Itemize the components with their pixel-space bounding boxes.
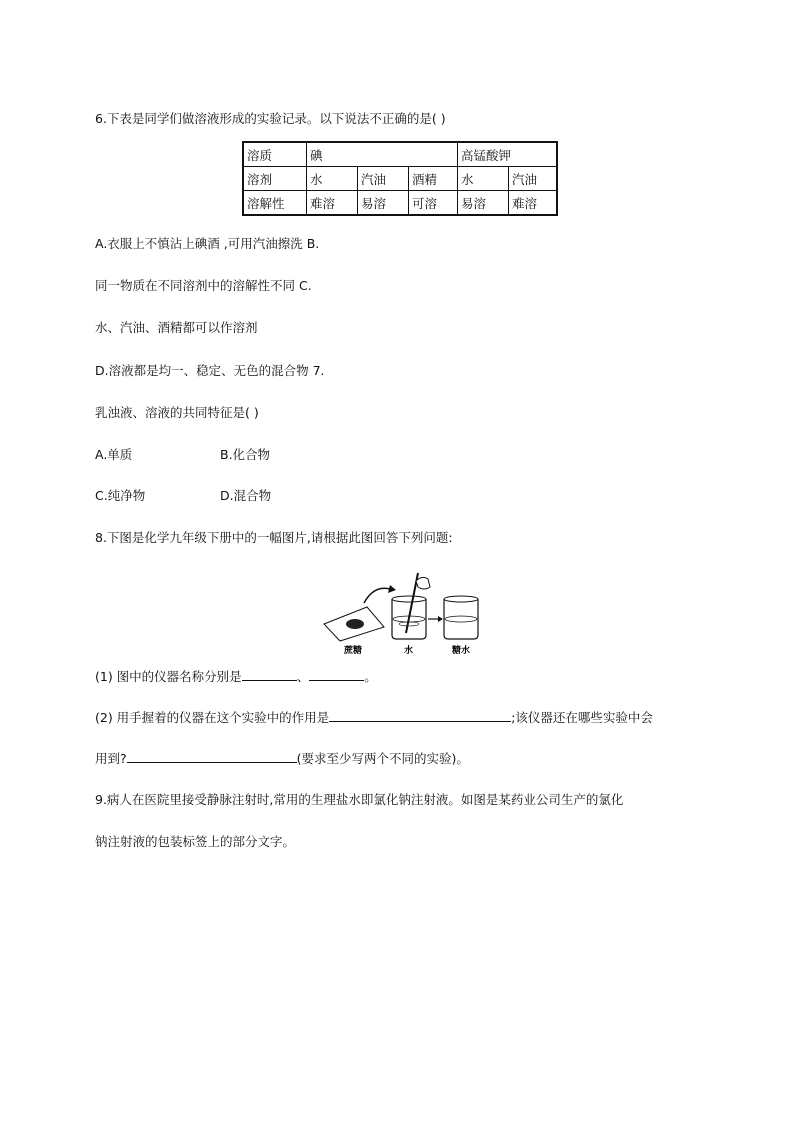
beaker-rim bbox=[444, 596, 478, 602]
beaker-rim bbox=[392, 596, 426, 602]
solution-surface bbox=[445, 616, 477, 622]
table-cell: 水 bbox=[458, 167, 509, 191]
table-cell: 可溶 bbox=[409, 191, 458, 216]
q8-part1-sep: 、 bbox=[296, 669, 310, 684]
q8-part2-suffix: ;该仪器还在哪些实验中会 bbox=[511, 710, 653, 725]
q7-option-d: D.混合物 bbox=[220, 488, 272, 503]
table-row bbox=[243, 191, 557, 216]
q8-part2-line2 bbox=[95, 750, 469, 767]
q6-option-a: A.衣服上不慎沾上碘酒 ,可用汽油擦洗 B. bbox=[95, 236, 320, 251]
q7-option-c: C.纯净物 bbox=[95, 488, 146, 503]
table-cell: 难溶 bbox=[509, 191, 558, 216]
q6-option-d: D.溶液都是均一、稳定、无色的混合物 7. bbox=[95, 363, 325, 378]
q6-option-b: 同一物质在不同溶剂中的溶解性不同 C. bbox=[95, 278, 312, 293]
table-cell: 酒精 bbox=[409, 167, 458, 191]
curved-arrow bbox=[364, 588, 390, 603]
figure-label: 蔗糖 bbox=[344, 646, 363, 656]
answer-blank[interactable] bbox=[309, 668, 364, 681]
q8-part1 bbox=[95, 668, 377, 685]
table-cell: 高锰酸钾 bbox=[458, 142, 558, 167]
table-cell: 溶剂 bbox=[243, 167, 307, 191]
sugar-pile bbox=[346, 619, 364, 629]
table-cell: 碘 bbox=[307, 142, 458, 167]
table-cell: 水 bbox=[307, 167, 358, 191]
q9-line2: 钠注射液的包装标签上的部分文字。 bbox=[95, 834, 296, 849]
experiment-illustration bbox=[322, 569, 482, 659]
q9-line1: 9.病人在医院里接受静脉注射时,常用的生理盐水即氯化钠注射液。如图是某药业公司生产的氯化 bbox=[95, 792, 624, 807]
table-cell: 汽油 bbox=[509, 167, 558, 191]
table-cell: 溶质 bbox=[243, 142, 307, 167]
table-row bbox=[243, 167, 557, 191]
q8-part2-prefix: (2) 用手握着的仪器在这个实验中的作用是 bbox=[95, 710, 330, 725]
table-cell: 溶解性 bbox=[243, 191, 307, 216]
q8-part1-end: 。 bbox=[364, 669, 377, 684]
q6-option-c: 水、汽油、酒精都可以作溶剂 bbox=[95, 320, 258, 335]
q7-option-b: B.化合物 bbox=[220, 447, 271, 462]
answer-blank[interactable] bbox=[127, 750, 297, 763]
q7-option-a: A.单质 bbox=[95, 447, 133, 462]
table-row bbox=[243, 142, 557, 167]
sugar-dissolving-figure bbox=[322, 569, 482, 659]
table-cell: 易溶 bbox=[458, 191, 509, 216]
q8-part2-line2-suffix: (要求至少写两个不同的实验)。 bbox=[296, 751, 469, 766]
q8-part2 bbox=[95, 709, 653, 726]
figure-label: 糖水 bbox=[452, 646, 471, 656]
curved-arrow-head bbox=[388, 585, 396, 593]
q8-stem: 8.下图是化学九年级下册中的一幅图片,请根据此图回答下列问题: bbox=[95, 530, 453, 545]
figure-label: 水 bbox=[404, 646, 414, 656]
q8-part1-prefix: (1) 图中的仪器名称分别是 bbox=[95, 669, 242, 684]
answer-blank[interactable] bbox=[329, 709, 511, 722]
answer-blank[interactable] bbox=[242, 668, 297, 681]
beaker-sugar-water bbox=[444, 599, 478, 639]
q7-stem: 乳浊液、溶液的共同特征是( ) bbox=[95, 405, 259, 420]
experiment-record-table bbox=[242, 141, 558, 216]
table-cell: 难溶 bbox=[307, 191, 358, 216]
q6-stem: 6.下表是同学们做溶液形成的实验记录。以下说法不正确的是( ) bbox=[95, 111, 446, 126]
right-arrow-head bbox=[438, 616, 443, 622]
table-cell: 易溶 bbox=[358, 191, 409, 216]
q8-part2-line2-prefix: 用到? bbox=[95, 751, 127, 766]
table-cell: 汽油 bbox=[358, 167, 409, 191]
hand bbox=[416, 577, 430, 589]
